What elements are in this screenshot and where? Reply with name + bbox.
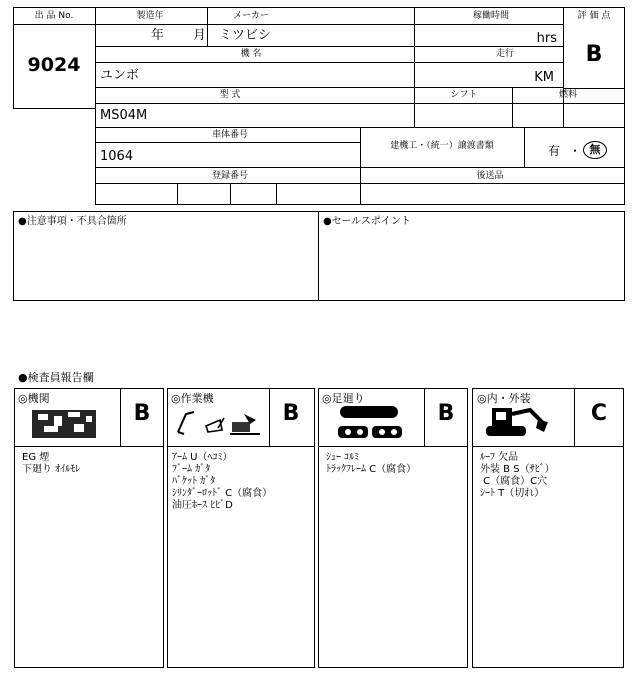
note-line: ｱｰﾑ U（ﾍｺﾐ） — [172, 452, 233, 463]
mfg-year-label: 製造年 — [136, 11, 164, 21]
caution-label: ●注意事項・不具合箇所 — [18, 216, 127, 227]
overall-grade: B — [585, 42, 603, 67]
registration-label: 登録番号 — [211, 171, 249, 181]
year-unit: 年 — [151, 28, 165, 43]
transfer-doc-label: 建機工・（統一）譲渡書類 — [390, 141, 494, 151]
section-grade: B — [282, 401, 300, 426]
fuel-label: 燃料 — [558, 90, 578, 100]
type-label: 型 式 — [219, 90, 241, 100]
maker-value: ミツビシ — [219, 28, 272, 43]
serial-label: 車体番号 — [211, 130, 249, 140]
hours-unit: hrs — [536, 31, 557, 46]
note-line: ｼｰﾄ T（切れ） — [480, 488, 545, 499]
maker-label: メーカー — [233, 11, 269, 21]
note-line: C（腐食）C穴 — [480, 476, 548, 487]
section-label: ◎足廻り — [322, 392, 365, 405]
note-line: ｼｭｰ ｺﾙﾐ — [326, 452, 360, 463]
section-grade: B — [133, 401, 151, 426]
note-line: 外装 B S（ｻﾋﾞ） — [480, 464, 555, 475]
month-unit: 月 — [193, 28, 207, 43]
excavator-icon — [484, 404, 554, 442]
note-line: ﾄﾗｯｸﾌﾚｰﾑ C（腐食） — [326, 464, 417, 475]
note-line: EG 煙 — [22, 452, 50, 463]
transfer-separator: ・ — [569, 144, 582, 158]
model-name-value: ユンボ — [100, 68, 140, 83]
grade-label: 評 価 点 — [577, 11, 611, 21]
section-label: ◎作業機 — [171, 392, 214, 405]
inspection-title: ●検査員報告欄 — [18, 371, 94, 384]
undercarriage-icon — [334, 404, 410, 442]
note-line: ﾌﾞｰﾑ ｶﾞﾀ — [172, 464, 211, 475]
transfer-no: 無 — [589, 143, 601, 156]
note-line: ﾙｰﾌ 欠品 — [480, 452, 519, 463]
section-label: ◎機関 — [18, 392, 50, 405]
note-line: ﾊﾞｹｯﾄ ｶﾞﾀ — [172, 476, 216, 487]
model-name-label: 機 名 — [240, 49, 262, 59]
serial-value: 1064 — [100, 149, 134, 164]
type-value: MS04M — [100, 108, 148, 123]
hours-label: 稼働時間 — [472, 11, 510, 21]
engine-icon — [30, 406, 100, 442]
shipping-label: 後送品 — [476, 171, 504, 181]
note-line: 下廻り ｵｲﾙﾓﾚ — [22, 464, 81, 475]
mileage-unit: KM — [534, 70, 554, 85]
shift-label: シフト — [450, 90, 478, 100]
section-grade: B — [437, 401, 455, 426]
lot-number: 9024 — [27, 54, 81, 76]
mileage-label: 走行 — [495, 49, 515, 59]
transfer-yes: 有 — [548, 144, 561, 158]
section-label: ◎内・外装 — [477, 392, 531, 405]
attachment-icon — [174, 408, 264, 438]
section-grade: C — [590, 401, 608, 426]
note-line: 油圧ﾎｰｽ ﾋﾋﾞD — [172, 500, 233, 511]
lot-no-label: 出 品 No. — [34, 11, 74, 21]
sales-point-label: ●セールスポイント — [323, 216, 411, 227]
note-line: ｼﾘﾝﾀﾞｰﾛｯﾄﾞ C（腐食） — [172, 488, 273, 499]
